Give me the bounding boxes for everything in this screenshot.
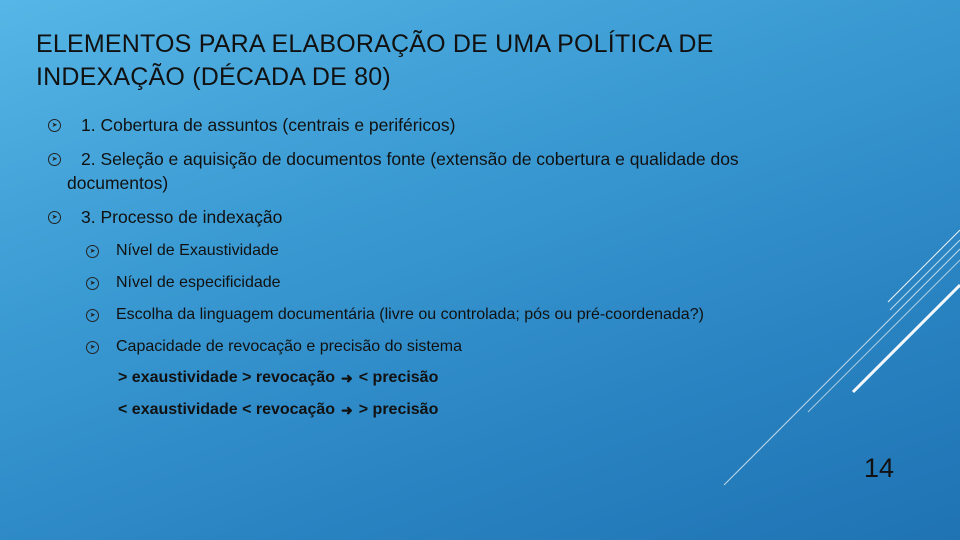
sub-bullet-item-2 [86,273,281,293]
sub-bullet-item-3 [86,305,704,325]
relation-line-2 [118,400,438,420]
relation-left: < exaustividade < revocação [118,401,336,418]
bullet-item-2 [48,148,739,171]
page-number: 14 [864,453,895,483]
relation-left: > exaustividade > revocação [118,369,336,386]
sub-bullet-text: Escolha da linguagem documentária (livre ou controlada; pós ou pré-coordenada?) [116,306,704,323]
bullet-text: 1. Cobertura de assuntos (centrais e periféricos) [81,115,456,135]
bullet-item-1 [48,114,455,137]
bold-arrow-right-icon: ➜ [341,370,353,386]
circled-arrow-right-icon: ➤ [48,211,61,224]
sub-bullet-item-1 [86,241,279,261]
circled-arrow-right-icon: ➤ [86,309,99,322]
circled-arrow-right-icon: ➤ [86,341,99,354]
relation-right: < precisão [358,369,439,386]
slide-title-line-1: ELEMENTOS PARA ELABORAÇÃO DE UMA POLÍTICA DE [36,30,714,58]
slide-title-line-2: INDEXAÇÃO (DÉCADA DE 80) [36,63,391,91]
bullet-text: 3. Processo de indexação [81,207,283,227]
bold-arrow-right-icon: ➜ [341,402,353,418]
relation-right: > precisão [358,401,439,418]
bullet-text: 2. Seleção e aquisição de documentos fonte (extensão de cobertura e qualidade dos [81,149,739,169]
circled-arrow-right-icon: ➤ [48,119,61,132]
sub-bullet-text: Nível de Exaustividade [116,242,279,259]
bullet-item-3 [48,206,282,229]
circled-arrow-right-icon: ➤ [48,153,61,166]
relation-line-1 [118,368,438,388]
sub-bullet-item-4 [86,337,462,357]
bullet-item-2-continuation [67,172,168,195]
circled-arrow-right-icon: ➤ [86,277,99,290]
sub-bullet-text: Nível de especificidade [116,274,281,291]
circled-arrow-right-icon: ➤ [86,245,99,258]
sub-bullet-text: Capacidade de revocação e precisão do sistema [116,338,462,355]
bullet-text: documentos) [67,173,169,193]
